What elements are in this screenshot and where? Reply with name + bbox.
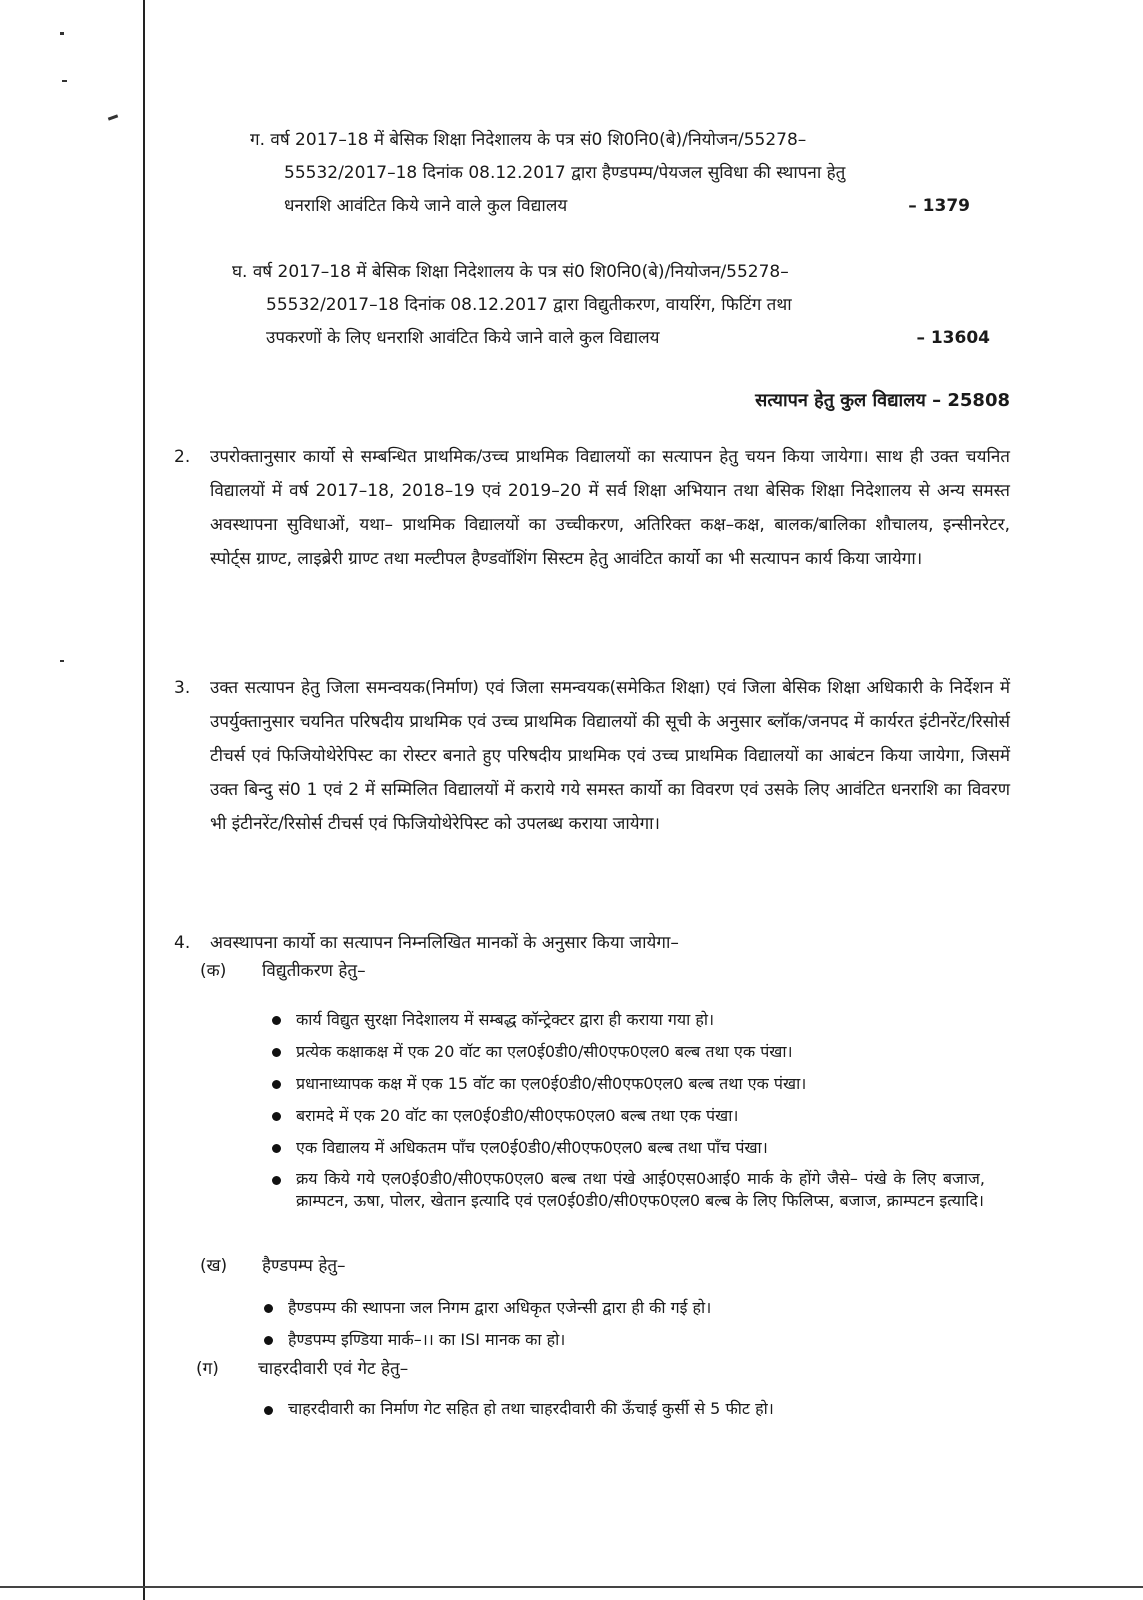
scan-speck [60, 32, 64, 35]
item-ga-line-3: धनराशि आवंटित किये जाने वाले कुल विद्यालय [284, 196, 568, 216]
section-ga-heading [196, 1356, 408, 1379]
total-schools-line: सत्यापन हेतु कुल विद्यालय – 25808 [755, 390, 1010, 411]
paragraph-3-number: 3. [174, 678, 191, 698]
list-item [270, 1136, 985, 1160]
item-ga-line-2: 55532/2017–18 दिनांक 08.12.2017 द्वारा हैण्डपम्प/पेयजल सुविधा की स्थापना हेतु [284, 163, 846, 183]
list-item-text: बरामदे में एक 20 वॉट का एल0ई0डी0/सी0एफ0एल0 बल्ब तथा एक पंखा। [296, 1106, 739, 1125]
section-ga-bullets [262, 1398, 982, 1428]
bullet-icon [272, 1016, 281, 1025]
item-ga [250, 124, 1010, 223]
bullet-icon [272, 1112, 281, 1121]
paragraph-4 [174, 928, 1010, 958]
section-ga-label: (ग) [196, 1359, 219, 1379]
item-ga-value: – 1379 [908, 196, 970, 216]
paragraph-3 [174, 671, 1010, 841]
paragraph-2 [174, 440, 1010, 576]
paragraph-4-text: अवस्थापना कार्यो का सत्यापन निम्नलिखित मानकों के अनुसार किया जायेगा– [210, 933, 679, 953]
list-item [270, 1168, 985, 1212]
bullet-icon [272, 1048, 281, 1057]
section-kha-title: हैण्डपम्प हेतु– [262, 1256, 346, 1276]
item-gha-line-3: उपकरणों के लिए धनराशि आवंटित किये जाने वाले कुल विद्यालय [266, 328, 660, 348]
item-gha-value: – 13604 [916, 328, 990, 348]
paragraph-2-number: 2. [174, 447, 191, 467]
section-kha-heading [200, 1253, 346, 1276]
paragraph-4-number: 4. [174, 933, 191, 953]
list-item-text: प्रधानाध्यापक कक्ष में एक 15 वॉट का एल0ई0डी0/सी0एफ0एल0 बल्ब तथा एक पंखा। [296, 1074, 807, 1093]
section-kha-label: (ख) [200, 1256, 228, 1276]
list-item [262, 1398, 982, 1420]
list-item-text: एक विद्यालय में अधिकतम पाँच एल0ई0डी0/सी0एफ0एल0 बल्ब तथा पाँच पंखा। [296, 1138, 768, 1157]
list-item [262, 1328, 982, 1352]
left-margin-rule [143, 0, 145, 1600]
list-item [270, 1040, 985, 1064]
list-item [270, 1104, 985, 1128]
list-item [262, 1296, 982, 1320]
paragraph-2-text: उपरोक्तानुसार कार्यो से सम्बन्धित प्राथमिक/उच्च प्राथमिक विद्यालयों का सत्यापन हेतु चयन किया जायेगा। साथ ही उक्त चयनित विद्यालयों में वर्ष 2017–18, 2018–19 एवं 2019–20 में सर्व शिक्षा अभियान तथा बेसिक शिक्षा निदेशालय से अन्य समस्त अवस्थापना सुविधाओं, यथा– प्राथमिक विद्यालयों का उच्चीकरण, अतिरिक्त कक्ष–कक्ष, बालक/बालिका शौचालय, इन्सीनरेटर, स्पोर्ट्स ग्राण्ट, लाइब्रेरी ग्राण्ट तथा मल्टीपल हैण्डवॉशिंग सिस्टम हेतु आवंटित कार्यो का भी सत्यापन कार्य किया जायेगा। [210, 447, 1010, 569]
bullet-icon [272, 1080, 281, 1089]
scan-speck [108, 114, 118, 120]
section-ga-title: चाहरदीवारी एवं गेट हेतु– [258, 1359, 409, 1379]
item-ga-line-1: ग. वर्ष 2017–18 में बेसिक शिक्षा निदेशालय के पत्र सं0 शि0नि0(बे)/नियोजन/55278– [250, 130, 807, 150]
bullet-icon [264, 1336, 273, 1345]
list-item [270, 1008, 985, 1032]
section-ka-label: (क) [200, 961, 227, 981]
bottom-rule [0, 1586, 1143, 1588]
list-item-text: कार्य विद्युत सुरक्षा निदेशालय में सम्बद्ध कॉन्ट्रेक्टर द्वारा ही कराया गया हो। [296, 1010, 715, 1029]
list-item-text: हैण्डपम्प इण्डिया मार्क–।। का ISI मानक का हो। [288, 1330, 566, 1349]
list-item-text: चाहरदीवारी का निर्माण गेट सहित हो तथा चाहरदीवारी की ऊँचाई कुर्सी से 5 फीट हो। [288, 1399, 774, 1418]
bullet-icon [264, 1406, 273, 1415]
section-ka-bullets [270, 1008, 985, 1220]
scan-speck [62, 80, 67, 82]
item-gha [232, 256, 1010, 355]
list-item-text: हैण्डपम्प की स्थापना जल निगम द्वारा अधिकृत एजेन्सी द्वारा ही की गई हो। [288, 1298, 712, 1317]
paragraph-3-text: उक्त सत्यापन हेतु जिला समन्वयक(निर्माण) एवं जिला समन्वयक(समेकित शिक्षा) एवं जिला बेसिक शिक्षा अधिकारी के निर्देशन में उपर्युक्तानुसार चयनित परिषदीय प्राथमिक एवं उच्च प्राथमिक विद्यालयों की सूची के अनुसार ब्लॉक/जनपद में कार्यरत इंटीनरेंट/रिसोर्स टीचर्स एवं फिजियोथेरेपिस्ट का रोस्टर बनाते हुए परिषदीय प्राथमिक एवं उच्च प्राथमिक विद्यालयों का आबंटन किया जायेगा, जिसमें उक्त बिन्दु सं0 1 एवं 2 में सम्मिलित विद्यालयों में कराये गये समस्त कार्यो का विवरण एवं उसके लिए आवंटित धनराशि का विवरण भी इंटीनरेंट/रिसोर्स टीचर्स एवं फिजियोथेरेपिस्ट को उपलब्ध कराया जायेगा। [210, 678, 1010, 834]
list-item [270, 1072, 985, 1096]
section-ka-title: विद्युतीकरण हेतु– [262, 961, 366, 981]
bullet-icon [264, 1304, 273, 1313]
bullet-icon [272, 1144, 281, 1153]
scan-speck [60, 660, 64, 662]
list-item-text: क्रय किये गये एल0ई0डी0/सी0एफ0एल0 बल्ब तथा पंखे आई0एस0आई0 मार्क के होंगे जैसे– पंखे के लिए बजाज, क्राम्पटन, ऊषा, पोलर, खेतान इत्यादि एवं एल0ई0डी0/सी0एफ0एल0 बल्ब के लिए फिलिप्स, बजाज, क्राम्पटन इत्यादि। [296, 1169, 985, 1210]
section-ka-heading [200, 958, 366, 981]
list-item-text: प्रत्येक कक्षाकक्ष में एक 20 वॉट का एल0ई0डी0/सी0एफ0एल0 बल्ब तथा एक पंखा। [296, 1042, 793, 1061]
bullet-icon [272, 1176, 281, 1185]
section-kha-bullets [262, 1296, 982, 1360]
item-gha-line-2: 55532/2017–18 दिनांक 08.12.2017 द्वारा विद्युतीकरण, वायरिंग, फिटिंग तथा [266, 295, 792, 315]
item-gha-line-1: घ. वर्ष 2017–18 में बेसिक शिक्षा निदेशालय के पत्र सं0 शि0नि0(बे)/नियोजन/55278– [232, 262, 789, 282]
